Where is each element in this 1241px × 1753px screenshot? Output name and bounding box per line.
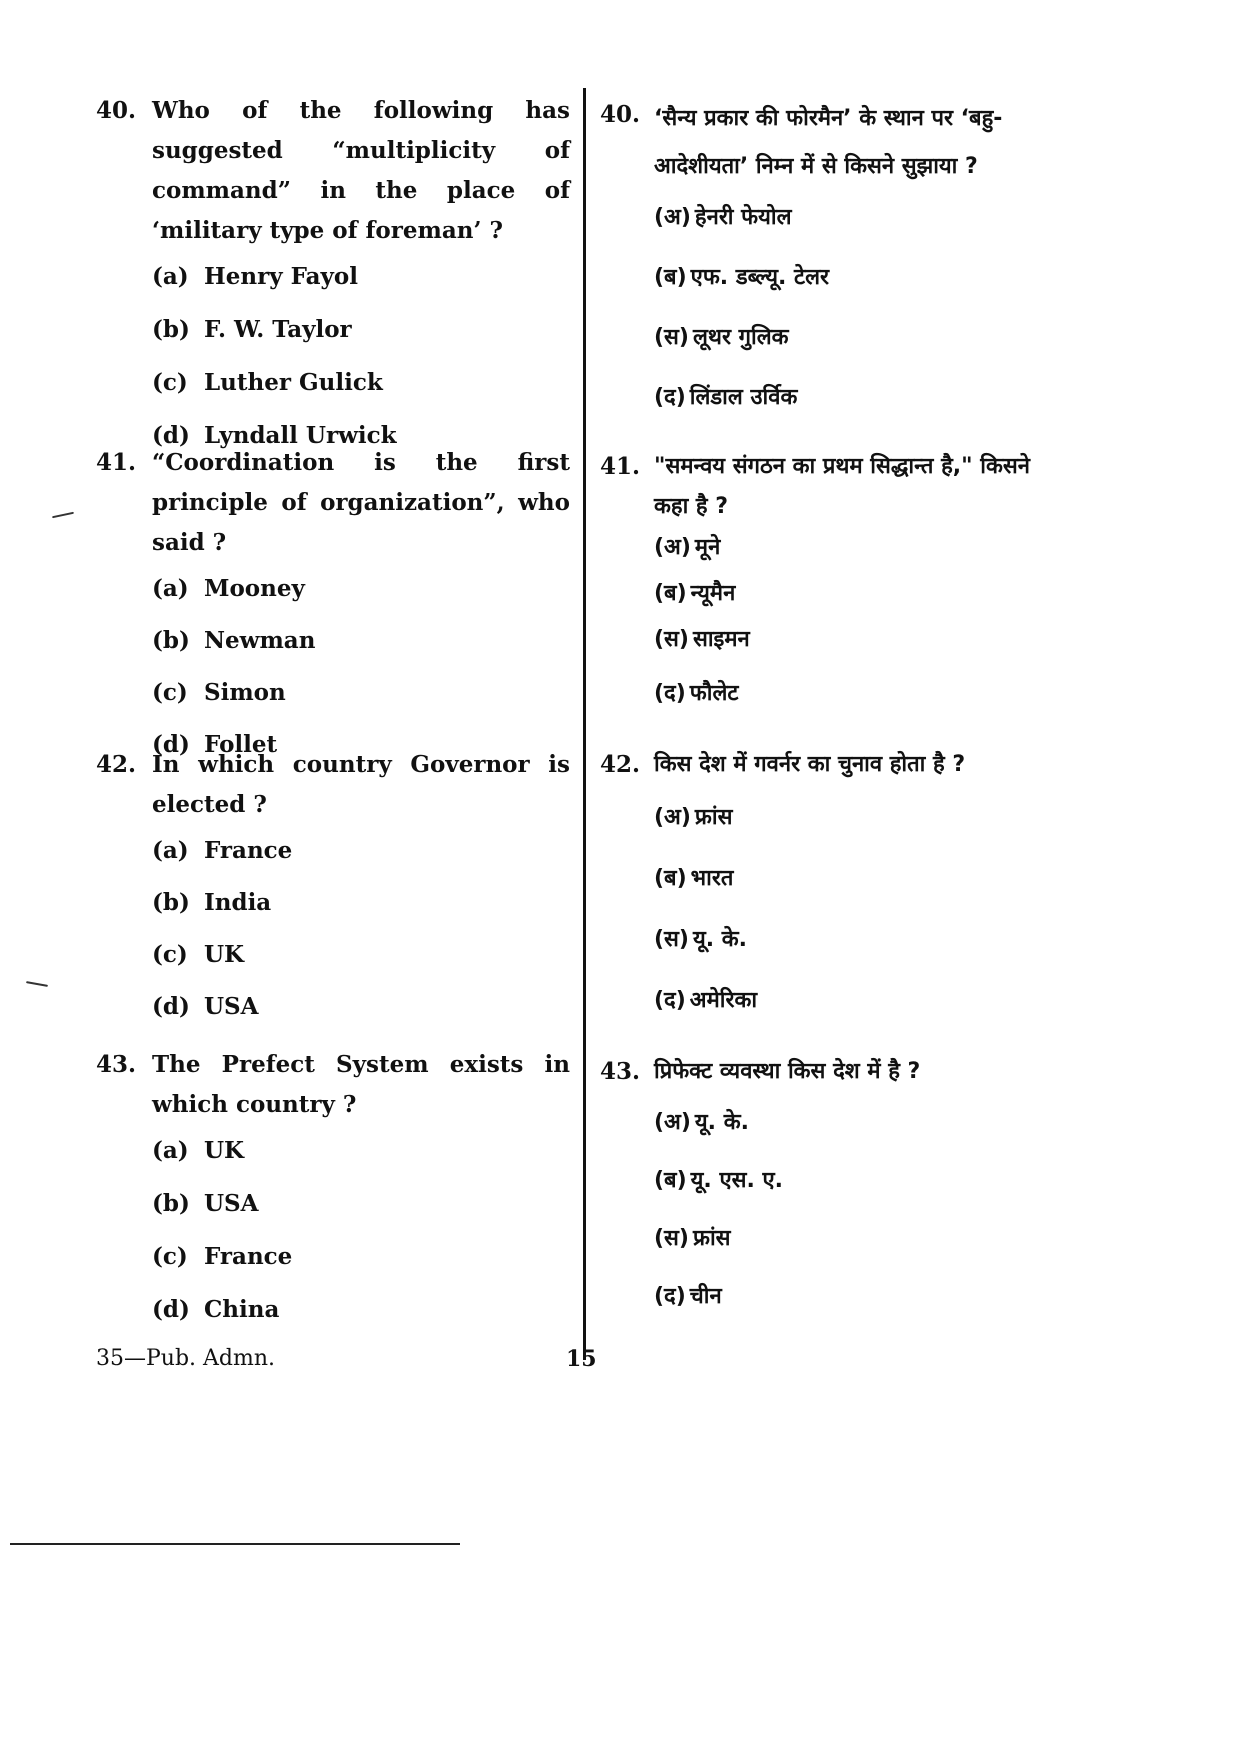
question-text: Who of the following has suggested “multiplicity of command” in the place of ‘military type of foreman’ ?	[152, 97, 570, 244]
question-text: किस देश में गवर्नर का चुनाव होता है ?	[654, 752, 966, 777]
option-d: (द) अमेरिका	[654, 988, 758, 1013]
option-a: (a) Henry Fayol	[152, 263, 358, 290]
question-40-en	[96, 91, 570, 475]
page-number: 15	[566, 1346, 597, 1372]
question-number: 43.	[96, 1051, 137, 1078]
question-number: 42.	[600, 751, 641, 778]
question-number: 43.	[600, 1058, 641, 1085]
option-d: (d) USA	[152, 993, 259, 1020]
option-b: (b) F. W. Taylor	[152, 316, 352, 343]
option-d: (d) Lyndall Urwick	[152, 422, 397, 449]
option-c: (स) फ्रांस	[654, 1226, 731, 1251]
question-number: 42.	[96, 751, 137, 778]
scan-artifact-line	[10, 1543, 460, 1545]
question-40-hi	[600, 95, 1070, 441]
option-a: (अ) हेनरी फेयोल	[654, 205, 792, 230]
option-d: (d) China	[152, 1296, 280, 1323]
option-b: (b) India	[152, 889, 272, 916]
option-c: (स) यू. के.	[654, 927, 748, 952]
question-number: 41.	[96, 449, 137, 476]
option-b: (b) Newman	[152, 627, 316, 654]
question-text: "समन्वय संगठन का प्रथम सिद्धान्त है," किसने कहा है ?	[654, 454, 1030, 519]
option-c: (c) France	[152, 1243, 293, 1270]
question-text: ‘सैन्य प्रकार की फोरमैन’ के स्थान पर ‘बहु-आदेशीयता’ निम्न में से किसने सुझाया ?	[654, 106, 1003, 179]
question-text: प्रिफेक्ट व्यवस्था किस देश में है ?	[654, 1059, 921, 1084]
question-41-en	[96, 443, 570, 783]
option-c: (c) UK	[152, 941, 245, 968]
question-text: “Coordination is the first principle of organization”, who said ?	[152, 449, 570, 556]
option-a: (a) UK	[152, 1137, 245, 1164]
question-43-hi	[600, 1052, 1070, 1338]
option-d: (d) Follet	[152, 731, 278, 758]
option-d: (द) चीन	[654, 1284, 722, 1309]
option-b: (ब) एफ. डब्ल्यू. टेलर	[654, 265, 830, 290]
option-c: (c) Simon	[152, 679, 286, 706]
option-d: (द) लिंडाल उर्विक	[654, 385, 798, 410]
column-divider	[583, 88, 586, 1360]
scan-mark	[52, 512, 74, 519]
option-c: (स) लूथर गुलिक	[654, 325, 789, 350]
question-number: 40.	[96, 97, 137, 124]
question-number: 41.	[600, 453, 641, 480]
option-c: (c) Luther Gulick	[152, 369, 383, 396]
question-text: In which country Governor is elected ?	[152, 751, 570, 818]
option-c: (स) साइमन	[654, 627, 750, 652]
scan-mark	[26, 981, 48, 987]
question-number: 40.	[600, 101, 641, 128]
question-42-en	[96, 745, 570, 1045]
question-43-en	[96, 1045, 570, 1349]
paper-code: 35—Pub. Admn.	[96, 1346, 276, 1371]
option-b: (ब) यू. एस. ए.	[654, 1168, 784, 1193]
question-text: The Prefect System exists in which country ?	[152, 1051, 570, 1118]
option-a: (a) France	[152, 837, 293, 864]
question-42-hi	[600, 745, 1070, 1045]
option-a: (अ) यू. के.	[654, 1110, 749, 1135]
option-b: (ब) भारत	[654, 866, 734, 891]
option-d: (द) फौलेट	[654, 681, 739, 706]
option-b: (b) USA	[152, 1190, 259, 1217]
option-a: (a) Mooney	[152, 575, 305, 602]
question-41-hi	[600, 447, 1070, 727]
option-b: (ब) न्यूमैन	[654, 581, 736, 606]
option-a: (अ) मूने	[654, 535, 721, 560]
option-a: (अ) फ्रांस	[654, 805, 733, 830]
